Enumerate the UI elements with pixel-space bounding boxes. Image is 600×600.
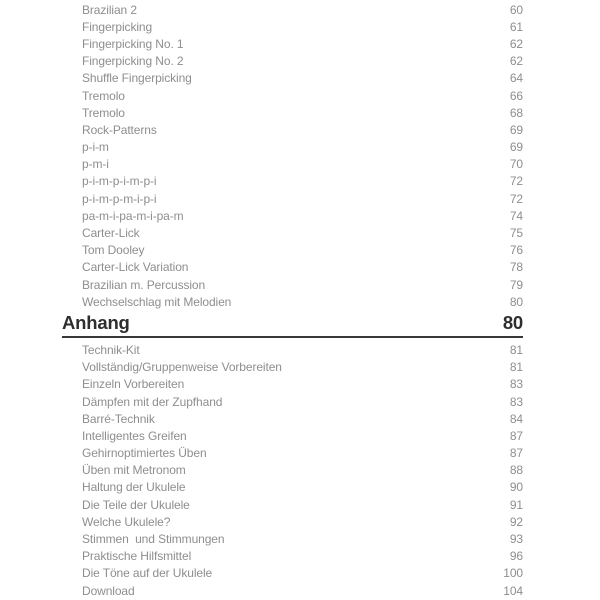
toc-entry [62,479,523,496]
toc-page-number: 87 [509,446,523,461]
toc-entry [62,207,523,224]
toc-page-number: 80 [502,312,523,334]
toc-entry [62,410,523,427]
toc-entry-label: Haltung der Ukulele [82,480,186,495]
toc-page-number: 75 [509,226,523,241]
toc-page-number: 90 [509,480,523,495]
toc-page-number: 60 [509,2,523,17]
toc-page-number: 104 [503,583,523,598]
toc-section-heading [62,313,523,338]
toc-entry [62,1,523,18]
toc-entry-label: Wechselschlag mit Melodien [82,294,232,309]
toc-entry [62,104,523,121]
toc-entry-label: Einzeln Vorbereiten [82,377,185,392]
toc-page-number: 69 [509,140,523,155]
toc-page-number: 74 [509,208,523,223]
toc-page-number: 80 [509,294,523,309]
toc-page-number: 79 [509,277,523,292]
toc-entry-label: Fingerpicking No. 2 [82,54,184,69]
toc-entry-label: Fingerpicking No. 1 [82,36,184,51]
toc-entry [62,427,523,444]
toc-entry [62,242,523,259]
toc-entry-label: Die Töne auf der Ukulele [82,566,213,581]
toc-entry-label: Vollständig/Gruppenweise Vorbereiten [82,360,282,375]
toc-entry-label: Tremolo [82,105,125,120]
toc-entry [62,513,523,530]
toc-entry-label: Welche Ukulele? [82,514,171,529]
toc-page-number: 92 [509,514,523,529]
toc-page-number: 62 [509,54,523,69]
toc-entry-label: Carter-Lick Variation [82,260,189,275]
toc-entry [62,496,523,513]
toc-entry-label: p-m-i [82,157,109,172]
toc-page-number: 87 [509,428,523,443]
toc-page-number: 66 [509,88,523,103]
toc-entry-label: Brazilian 2 [82,2,137,17]
toc-page-number: 78 [509,260,523,275]
toc-page-number: 88 [509,463,523,478]
toc-entry-label: Intelligentes Greifen [82,428,187,443]
toc-entry [62,224,523,241]
toc-entry-label: Üben mit Metronom [82,463,186,478]
toc-page-number: 81 [509,342,523,357]
toc-page-number: 83 [509,377,523,392]
toc-entry [62,530,523,547]
table-of-contents [62,1,523,599]
toc-entry-label: p-i-m-p-i-m-p-i [82,174,157,189]
toc-entry [62,341,523,358]
toc-entry-label: Carter-Lick [82,226,140,241]
toc-entry-label: Tom Dooley [82,243,145,258]
toc-entry [62,87,523,104]
toc-entry [62,293,523,310]
toc-entry [62,121,523,138]
toc-page-number: 72 [509,191,523,206]
toc-page-number: 100 [503,566,523,581]
toc-page-number: 62 [509,36,523,51]
toc-page-number: 72 [509,174,523,189]
toc-page-number: 76 [509,243,523,258]
toc-entry-label: Dämpfen mit der Zupfhand [82,394,223,409]
toc-entry [62,70,523,87]
toc-page-number: 68 [509,105,523,120]
toc-entry [62,35,523,52]
toc-page-number: 96 [509,549,523,564]
toc-entry [62,376,523,393]
toc-entry [62,359,523,376]
toc-entry [62,53,523,70]
toc-page-number: 70 [509,157,523,172]
toc-entry-label: Technik-Kit [82,342,140,357]
toc-page-number: 91 [509,497,523,512]
toc-page-number: 83 [509,394,523,409]
toc-heading-label: Anhang [62,312,130,334]
toc-entry-label: Barré-Technik [82,411,155,426]
toc-entry [62,462,523,479]
toc-entry [62,139,523,156]
toc-entry [62,276,523,293]
toc-entry-label: pa-m-i-pa-m-i-pa-m [82,208,184,223]
toc-entry-label: Stimmen und Stimmungen [82,532,225,547]
toc-entry-label: Fingerpicking [82,19,153,34]
toc-page-number: 61 [509,19,523,34]
toc-entry [62,173,523,190]
toc-entry [62,393,523,410]
toc-entry-label: Tremolo [82,88,125,103]
toc-entry [62,259,523,276]
toc-entry [62,18,523,35]
toc-entry-label: p-i-m [82,140,109,155]
toc-page-number: 84 [509,411,523,426]
toc-entry-label: Brazilian m. Percussion [82,277,206,292]
toc-entry-label: Shuffle Fingerpicking [82,71,192,86]
toc-entry-label: Download [82,583,135,598]
toc-page-number: 93 [509,532,523,547]
toc-page-number: 81 [509,360,523,375]
toc-entry-label: p-i-m-p-m-i-p-i [82,191,157,206]
toc-entry [62,548,523,565]
toc-entry-label: Die Teile der Ukulele [82,497,190,512]
toc-entry [62,190,523,207]
toc-entry-label: Gehirnoptimiertes Üben [82,446,207,461]
toc-entry-label: Rock-Patterns [82,122,157,137]
toc-entry [62,445,523,462]
toc-entry [62,582,523,599]
toc-entry-label: Praktische Hilfsmittel [82,549,192,564]
toc-page-number: 69 [509,122,523,137]
toc-entry [62,565,523,582]
toc-page-number: 64 [509,71,523,86]
toc-entry [62,156,523,173]
